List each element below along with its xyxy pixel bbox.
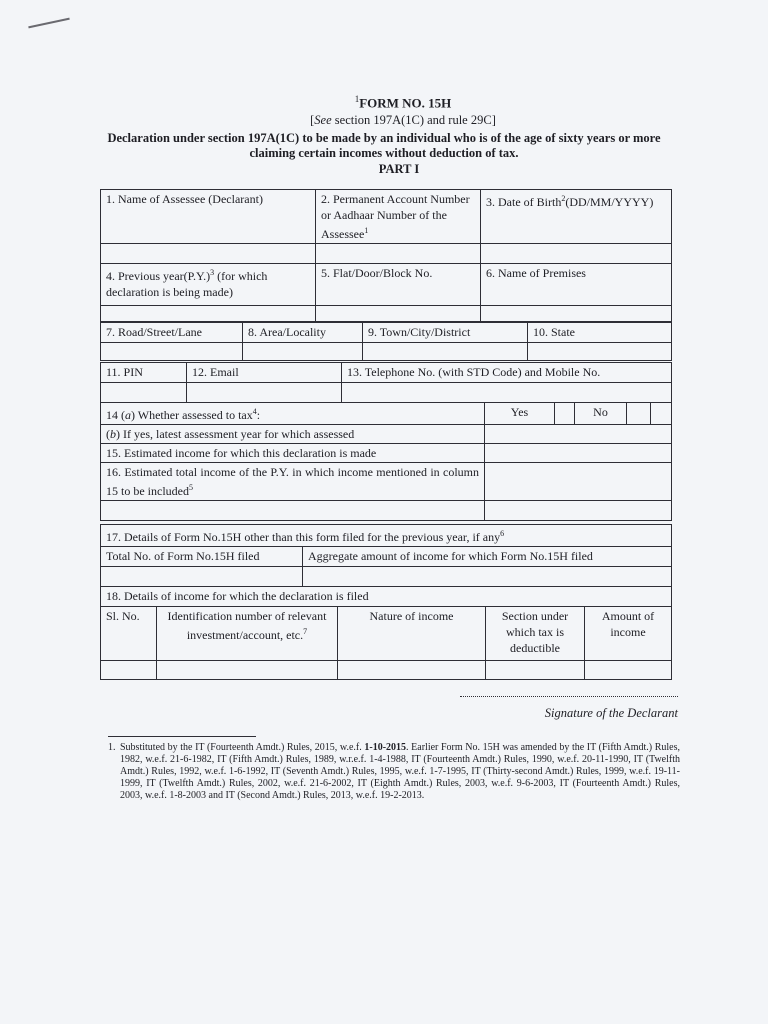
- footnote-divider: [108, 736, 256, 737]
- input-pan[interactable]: [316, 244, 481, 264]
- field-16-total-income: [101, 463, 485, 501]
- field-6-premises: [481, 264, 672, 306]
- input-flat[interactable]: [316, 306, 481, 322]
- field-11-pin: [101, 363, 187, 383]
- input-identification[interactable]: [157, 661, 338, 680]
- field-13-label: 13. Telephone No. (with STD Code) and Mobile No.: [347, 365, 601, 379]
- field-18-heading: 18. Details of income for which the declaration is filed: [101, 587, 672, 607]
- table-assessee-details: [100, 189, 672, 322]
- field-1-label: 1. Name of Assessee (Declarant): [106, 192, 263, 206]
- field-4-ref: 3: [210, 268, 215, 277]
- input-estimated-income[interactable]: [485, 444, 672, 463]
- col-header-nature: Nature of income: [338, 607, 486, 661]
- yes-checkbox[interactable]: [555, 403, 575, 425]
- input-sl[interactable]: [101, 661, 157, 680]
- field-4-note: (for which declaration is being made): [106, 269, 268, 299]
- scan-mark: [28, 18, 69, 29]
- field-14a-colon: :: [256, 408, 261, 422]
- field-10-state: [528, 323, 672, 343]
- field-5-flat: [316, 264, 481, 306]
- field-3-format: (DD/MM/YYYY): [565, 195, 654, 209]
- field-12-email: [187, 363, 342, 383]
- col-identification-label: Identification number of relevant investment/account, etc.: [167, 609, 327, 642]
- input-amount[interactable]: [585, 661, 672, 680]
- input-telephone[interactable]: [342, 383, 672, 403]
- col-header-section: Section under which tax is deductible: [486, 607, 585, 661]
- field-9-label: 9. Town/City/District: [368, 325, 471, 339]
- input-premises[interactable]: [481, 306, 672, 322]
- spare-cell: [651, 403, 672, 425]
- field-15-label: 15. Estimated income for which this declaration is made: [106, 446, 377, 460]
- signature-label: Signature of the Declarant: [544, 706, 678, 720]
- field-4-label: 4. Previous year(P.Y.): [106, 269, 211, 283]
- field-3-label: 3. Date of Birth: [486, 195, 562, 209]
- title-footnote-ref: 1: [354, 94, 360, 104]
- signature-line[interactable]: [460, 696, 678, 697]
- field-3-dob: [481, 190, 672, 244]
- input-nature[interactable]: [338, 661, 486, 680]
- field-3-ref: 2: [561, 194, 566, 203]
- field-9-town: [363, 323, 528, 343]
- field-17-label: 17. Details of Form No.15H other than this form filed for the previous year, if any: [106, 530, 501, 544]
- field-17-heading: [101, 525, 672, 547]
- table-income-details: [100, 586, 672, 680]
- field-1-name: [101, 190, 316, 244]
- field-14a-letter: a: [125, 408, 131, 422]
- part-heading: PART I: [378, 162, 420, 177]
- field-12-label: 12. Email: [192, 365, 239, 379]
- field-14a-assessed: [101, 403, 485, 425]
- table-contact: [100, 362, 672, 403]
- field-8-area: [243, 323, 363, 343]
- subtitle-see: See: [314, 113, 332, 128]
- table-assessment: [100, 402, 672, 521]
- field-2-label: 2. Permanent Account Number or Aadhaar Number of the Assessee: [321, 192, 470, 241]
- col-header-amount: Amount of income: [585, 607, 672, 661]
- input-area[interactable]: [243, 343, 363, 361]
- col-identification-ref: 7: [303, 627, 308, 636]
- field-4-previous-year: [101, 264, 316, 306]
- subtitle-bracket: [: [310, 113, 315, 128]
- input-assessment-year[interactable]: [485, 425, 672, 444]
- input-total-income[interactable]: [485, 463, 672, 501]
- table-address: [100, 322, 672, 361]
- field-5-label: 5. Flat/Door/Block No.: [321, 266, 433, 280]
- table-other-forms: [100, 524, 672, 587]
- title-text: FORM NO. 15H: [359, 95, 452, 111]
- no-label: No: [575, 403, 627, 425]
- field-14b-label: ) If yes, latest assessment year for which assessed: [116, 427, 355, 441]
- field-15-estimated-income: [101, 444, 485, 463]
- input-pin[interactable]: [101, 383, 187, 403]
- yes-label: Yes: [485, 403, 555, 425]
- form-title: [38, 94, 768, 111]
- input-email[interactable]: [187, 383, 342, 403]
- field-17-ref: 6: [500, 529, 505, 538]
- field-8-label: 8. Area/Locality: [248, 325, 326, 339]
- declaration-heading: Declaration under section 197A(1C) to be made by an individual who is of the age of sixty years or more claiming certain incomes without deduction of tax.: [107, 131, 661, 161]
- col-header-sl: Sl. No.: [101, 607, 157, 661]
- field-14b-letter: b: [110, 427, 116, 441]
- field-16-spacer: [101, 501, 485, 521]
- field-2-pan: [316, 190, 481, 244]
- field-17-aggregate: Aggregate amount of income for which Form No.15H filed: [303, 547, 672, 567]
- footnote: [108, 742, 680, 802]
- field-6-label: 6. Name of Premises: [486, 266, 586, 280]
- field-14b-assessment-year: [101, 425, 485, 444]
- field-10-label: 10. State: [533, 325, 575, 339]
- footnote-number: 1.: [108, 742, 116, 753]
- input-town[interactable]: [363, 343, 528, 361]
- footnote-text-rest: . Earlier Form No. 15H was amended by the IT (Fifth Amdt.) Rules, 1982, w.e.f. 21-6-1982, IT (Fifth Amdt.) Rules, 1989, w.r.e.f. 1-4-1988, IT (Fourteenth Amdt.) Rules, 1990, w.e.f. 20-11-1990, IT (Twelfth Amdt.) Rules, 1992, w.e.f. 1-6-1992, IT (Seventh Amdt.) Rules, 1995, w.e.f. 1-7-1995, IT (Thirty-second Amdt.) Rules, 1999, w.e.f. 19-11-1999, IT (Twelfth Amdt.) Rules, 2002, w.e.f. 21-6-2002, IT (Eighth Amdt.) Rules, 2003, w.e.f. 9-6-2003, IT (Fourteenth Amdt.) Rules, 2003, w.e.f. 1-8-2003 and IT (Second Amdt.) Rules, 2013, w.e.f. 19-2-2013.: [120, 742, 680, 801]
- field-11-label: 11. PIN: [106, 365, 143, 379]
- footnote-date: 1-10-2015: [364, 742, 407, 753]
- input-dob[interactable]: [481, 244, 672, 264]
- field-7-label: 7. Road/Street/Lane: [106, 325, 202, 339]
- field-16-spacer-right: [485, 501, 672, 521]
- field-13-telephone: [342, 363, 672, 383]
- field-16-label: 16. Estimated total income of the P.Y. in which income mentioned in column 15 to be included: [106, 465, 479, 498]
- field-17-total: Total No. of Form No.15H filed: [101, 547, 303, 567]
- input-previous-year[interactable]: [101, 306, 316, 322]
- field-14b-open: (: [106, 427, 110, 441]
- input-road[interactable]: [101, 343, 243, 361]
- field-14a-label: ) Whether assessed to tax: [131, 408, 253, 422]
- form-subtitle: [38, 113, 768, 128]
- form-header: [0, 94, 768, 177]
- footnote-text-start: Substituted by the IT (Fourteenth Amdt.) Rules, 2015, w.e.f.: [120, 742, 365, 753]
- no-checkbox[interactable]: [627, 403, 651, 425]
- field-7-road: [101, 323, 243, 343]
- field-14a-ref: 4: [252, 407, 257, 416]
- input-total-forms[interactable]: [101, 567, 303, 587]
- input-state[interactable]: [528, 343, 672, 361]
- col-header-identification: [157, 607, 338, 661]
- field-16-ref: 5: [188, 483, 193, 492]
- input-section[interactable]: [486, 661, 585, 680]
- input-name[interactable]: [101, 244, 316, 264]
- input-aggregate-amount[interactable]: [303, 567, 672, 587]
- subtitle-rest: section 197A(1C) and rule 29C]: [331, 113, 496, 128]
- field-14a-num: 14 (: [106, 408, 125, 422]
- field-2-ref: 1: [364, 226, 369, 235]
